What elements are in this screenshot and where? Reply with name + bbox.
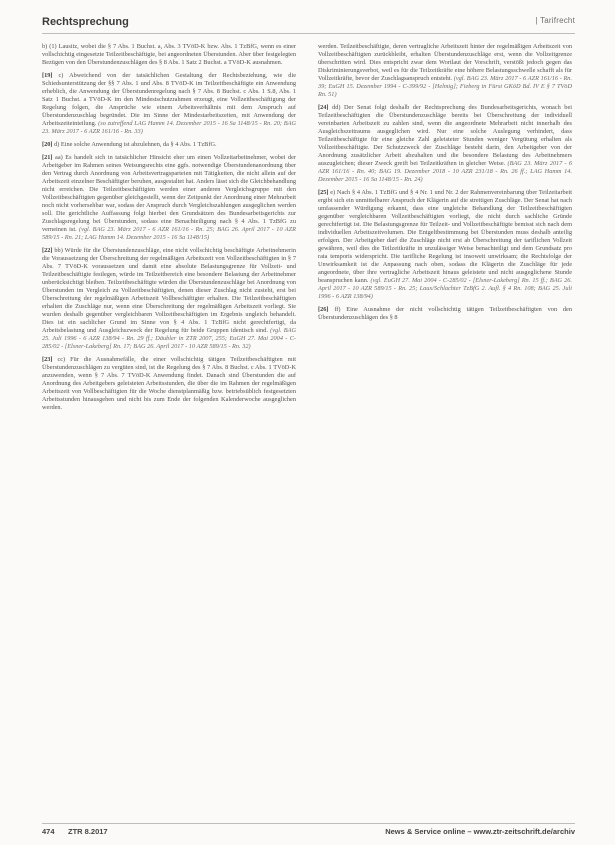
paragraph-text: ff) Eine Ausnahme der nicht vollschichtig tätigen Teilzeitbeschäftigten von den Überstundenzuschlägen des § 8 <box>318 306 572 321</box>
paragraph-number: [25] <box>318 189 329 196</box>
paragraph <box>318 104 572 184</box>
page-header <box>42 13 575 35</box>
paragraph-text: dd) Der Senat folgt deshalb der Rechtsprechung des Bundesarbeitsgerichts, wonach bei Teilzeitbeschäftigten die Überstundenzuschläge bereits bei Überschreitung der individuell vereinbarten Arbeitszeit zu zahlen sind, wenn die angeordnete Mehrarbeit nicht innerhalb des Ausgleichszeitraums ausgeglichen wird. Nur eine solche Auslegung verhindert, dass Teilzeitbeschäftigte für eine gleiche Zahl geleisteter Stunden weniger Vergütung erhalten als Vollzeitbeschäftigte. Der Schutzzweck der Zuschläge besteht darin, den Arbeitgeber von der Anordnung zusätzlicher Arbeit abzuhalten und die besondere Belastung des Arbeitnehmers auszugleichen; dieser Zweck greift bei Teilzeitkräften in gleicher Weise. <box>318 104 572 167</box>
paragraph <box>42 72 296 136</box>
paragraph <box>42 356 296 412</box>
citation: (vgl. BAG 23. März 2017 - 6 AZR 161/16 - Rn. 39; EuGH 15. Dezember 1994 - C-399/92 - [Helmig]; Fieberg in Fürst GKöD Bd. IV E § 7 TVöD Rn. 51) <box>318 75 572 98</box>
citation: (so zutreffend LAG Hamm 14. Dezember 2015 - 16 Sa 1148/15 - Rn. 20; BAG 23. März 2017 - 6 AZR 161/16 - Rn. 33) <box>42 120 296 135</box>
left-column <box>42 43 296 818</box>
citation: (BAG 23. März 2017 - 6 AZR 161/16 - Rn. 40; BAG 19. Dezember 2018 - 10 AZR 231/18 - Rn. 26 ff.; LAG Hamm 14. Dezember 2015 - 16 Sa 1148/15 - Rn. 24) <box>318 160 572 183</box>
paragraph <box>42 154 296 242</box>
online-archive-link[interactable]: News & Service online – www.ztr-zeitschrift.de/archiv <box>385 827 575 836</box>
citation: (vgl. BAG 25. Juli 1996 - 6 AZR 138/94 - Rn. 29 ff.; Däubler in ZTR 2007, 255; EuGH 27. Mai 2004 - C-285/02 - [Elsner-Lakeberg] Rn. 17; BAG 26. April 2017 - 10 AZR 589/15 - Rn. 32) <box>42 327 296 350</box>
page-footer <box>42 823 575 839</box>
journal-issue: ZTR 8.2017 <box>68 827 108 836</box>
header-rule <box>42 33 575 34</box>
paragraph-text: aa) Es handelt sich in tatsächlicher Hinsicht eher um einen Vollzeitarbeitnehmer, wobei der Arbeitgeber im Rahmen seines Weisungsrechts eine ggfs. notwendige Überstundenanordnung über den Vertrag durch Anordnung von Arbeitsvertragsparteien mit Tätigkeiten, die nicht allein auf der Arbeitszeit einzelner Beschäftigter beruhen, ausgestaltet hat. Anders lässt sich die Gleichbehandlung nicht erreichen. Die Teilzeitbeschäftigten werden einer anderen Vergleichsgruppe mit den Vollzeitbeschäftigten gegenüber gleichgestellt, wenn der Zeitpunkt der Anordnung einer Mehrarbeit noch nicht vorhersehbar war, sodass der Anspruch durch Vergleichszahlungen ausgeglichen werden soll. Die gerichtliche Auffassung folgt hierbei den Grundsätzen des Bundesarbeitsgerichts zur Zuschlagsregelung bei Überstunden, sodass eine Benachteiligung nach § 4 Abs. 1 TzBfG zu verneinen ist. <box>42 154 296 233</box>
paragraph-text: b) (1) Lausitz, wobei die § 7 Abs. 1 Buchst. a, Abs. 3 TVöD-K bzw. Abs. 1 TzBfG, wenn es einer vollschichtig eingesetzte Teilzeitbeschäftigte, bei angeordneten Überstunden. Aber über festgelegten Bezügen von den Überstundenzuschlägen des § 8 Abs. 1 Satz 2 Buchst. a TVöD-K ausnahmen. <box>42 43 296 66</box>
paragraph <box>318 43 572 99</box>
paragraph-number: [23] <box>42 356 53 363</box>
paragraph-text: d) Eine solche Anwendung ist abzulehnen, da § 4 Abs. 1 TzBfG. <box>54 141 217 148</box>
paragraph-text: e) Nach § 4 Abs. 1 TzBfG und § 4 Nr. 1 und Nr. 2 der Rahmenvereinbarung über Teilzeitarbeit ergibt sich ein unmittelbarer Anspruch der Klägerin auf die streitigen Zuschläge. Der Senat hat nach umfassender Würdigung erkannt, dass eine ungleiche Behandlung der Teilzeitbeschäftigten gegenüber vergleichbaren Vollzeitbeschäftigten vorliegt, die nicht durch sachliche Gründe gerechtfertigt ist. Die Belastungsgrenze für Teilzeit- und Vollzeitbeschäftigte bemisst sich nach dem individuellen Arbeitszeitvolumen. Die Entgeltbestimmung bei Überstunden muss deshalb anteilig erfolgen. Der Arbeitgeber darf die Zuschläge nicht erst ab Überschreitung der tariflichen Vollzeit gewähren, weil dies die Teilzeitkräfte in unzulässiger Weise benachteiligt und dem Grundsatz pro rata temporis widerspricht. Die tarifliche Regelung ist insoweit unwirksam; die Rechtsfolge der Unwirksamkeit ist die Anpassung nach oben, sodass die Klägerin die Zuschläge für jede angeordnete, über ihre vertragliche Arbeitszeit hinaus geleistete und nicht ausgeglichene Stunde beanspruchen kann. <box>318 189 572 284</box>
right-column <box>318 43 572 818</box>
footer-rule <box>42 823 575 824</box>
paragraph-number: [19] <box>42 72 53 79</box>
paragraph-number: [20] <box>42 141 53 148</box>
paragraph-text: werden. Teilzeitbeschäftigte, deren vertragliche Arbeitszeit hinter der regelmäßigen Arbeitszeit von Vollzeitbeschäftigten zurückbleibt, erhalten Überstundenzuschläge erst, wenn die Vollzeitgrenze überschritten wird. Dies entspricht zwar dem Wortlaut der Vorschrift, verstößt jedoch gegen das Diskriminierungsverbot, weil es für die Teilzeitkräfte eine höhere Belastungsschwelle schafft als für Vollzeitkräfte, bevor der Zuschlagsanspruch entsteht. <box>318 43 572 82</box>
paragraph-number: [22] <box>42 247 53 254</box>
paragraph-number: [21] <box>42 154 53 161</box>
paragraph-text: c) Abweichend von der tatsächlichen Gestaltung der Rechtsbeziehung, wie die Schiedsunterstützung der §§ 7 Abs. 1 und Abs. 8 TVöD-K im Teilzeitbeschäftigte ein Anwendung erheblich, die Anwendung der Überstundenregelung nach § 7 Abs. 8 Buchst. c Abs. 1 S.8, Abs. 1 Satz 1 Buchst. a TVöD-K im den Mindestschutzrahmen erzeugt, eine Vollzeitbeschäftigung der Regelung folgen, die Ansprüche wie einem Arbeitsverhältnis mit dem Anspruch auf Überstundenzuschlag begründet. Die im Sinne der Mindestarbeitszeiten, mit Anwendung der Arbeitszeiteinteilung. <box>42 72 296 127</box>
paragraph-text: cc) Für die Ausnahmefälle, die einer vollschichtig tätigen Teilzeitbeschäftigten mit Überstundenzuschlägen zu vergüten sind, ist die Regelung des § 7 Abs. 8 Buchst. c Abs. 1 TVöD-K anzuwenden, wenn § 7 Abs. 7 TVöD-K Anwendung findet. Danach sind Überstunden die auf Anordnung des Arbeitgebers geleisteten Arbeitsstunden, die über die im Rahmen der regelmäßigen Arbeitszeit von Vollbeschäftigten für die Woche dienstplanmäßig bzw. betriebsüblich festgesetzten Arbeitsstunden hinausgehen und nicht bis zum Ende der folgenden Kalenderwoche ausgeglichen werden. <box>42 356 296 411</box>
paragraph <box>42 247 296 351</box>
paragraph-text: bb) Würde für die Überstundenzuschläge, eine nicht vollschichtig beschäftigte Arbeitnehmerin die Voraussetzung der Überschreitung der regelmäßigen Arbeitszeit von Vollzeitbeschäftigten in § 7 Abs. 7 TVöD-K voraussetzen und damit eine absolute Belastungsgrenze für Vollzeit- und Teilzeitbeschäftigte festlegen, würde im Teilzeitbereich eine besondere Belastung der Arbeitnehmer unberücksichtigt bleiben. Teilzeitbeschäftigte würden die Überstundenzuschläge bei Anordnung von Überstunden im Vergleich zu Vollzeitbeschäftigten, denen dieser Zuschlag nicht zusteht, erst bei Überschreitung der regelmäßigen Arbeitszeit Vollbeschäftigter erhalten. Die Teilzeitbeschäftigten erhalten die Zuschläge nur, wenn eine Überschreitung der regelmäßigen Arbeitszeit vorliegt. Sie wurden deshalb gegenüber vergleichbaren Vollzeitbeschäftigten im Ergebnis ungleich behandelt. Dies ist ein sachlicher Grund im Sinne von § 4 Abs. 1 TzBfG nicht gerechtfertigt, da Arbeitsbelastung und Ausgleichszweck der Regelung für beide Gruppen identisch sind. <box>42 247 296 334</box>
section-label: Rechtsprechung <box>42 16 129 28</box>
paragraph <box>318 306 572 322</box>
paragraph <box>318 189 572 301</box>
paragraph-number: [24] <box>318 104 329 111</box>
citation: (vgl. BAG 23. März 2017 - 6 AZR 161/16 - Rn. 25; BAG 26. April 2017 - 10 AZR 589/15 - Rn. 21; LAG Hamm 14. Dezember 2015 - 16 Sa 1148/15) <box>42 226 296 241</box>
paragraph <box>42 141 296 149</box>
paragraph <box>42 43 296 67</box>
rubric-label: | Tarifrecht <box>535 16 575 25</box>
paragraph-number: [26] <box>318 306 329 313</box>
citation: (vgl. EuGH 27. Mai 2004 - C-285/02 - [Elsner-Lakeberg] Rn. 15 ff.; BAG 26. April 2017 - 10 AZR 589/15 - Rn. 25; Laux/Schlachter TzBfG 2. Aufl. § 4 Rn. 108; BAG 25. Juli 1996 - 6 AZR 138/94) <box>318 277 572 300</box>
page-number: 474 <box>42 827 55 836</box>
